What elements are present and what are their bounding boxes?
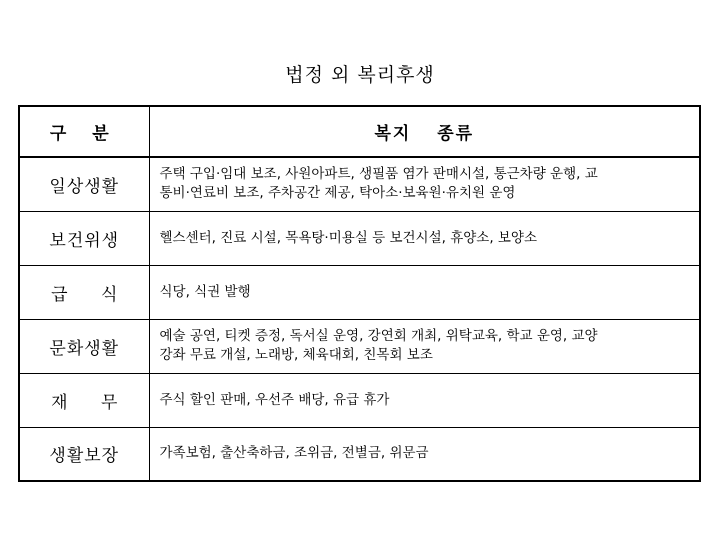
content-cell [149, 211, 700, 265]
welfare-table [18, 105, 701, 482]
content-line: 강좌 무료 개설, 노래방, 체육대회, 친목회 보조 [159, 347, 433, 363]
table-row [19, 211, 700, 265]
category-cell: 보건위생 [19, 211, 149, 265]
content-cell [149, 319, 700, 373]
content-line: 통비·연료비 보조, 주차공간 제공, 탁아소·보육원·유치원 운영 [159, 185, 516, 202]
header-category-label: 구 분 [49, 124, 119, 144]
table-row [19, 319, 700, 373]
content-line: 헬스센터, 진료 시설, 목욕탕·미용실 등 보건시설, 휴양소, 보양소 [159, 229, 538, 246]
content-line: 가족보험, 출산축하금, 조위금, 전별금, 위문금 [159, 445, 429, 462]
content-cell [149, 427, 700, 481]
table-row [19, 157, 700, 211]
header-content-label: 복지 종류 [374, 124, 475, 144]
content-line: 예술 공연, 티켓 증정, 독서실 운영, 강연회 개최, 위탁교육, 학교 운영, 교양 [159, 328, 598, 344]
category-cell: 급 식 [19, 265, 149, 319]
content-line: 주택 구입·임대 보조, 사원아파트, 생필품 염가 판매시설, 통근차량 운행, 교 [159, 166, 598, 183]
category-cell: 일상생활 [19, 157, 149, 211]
header-content [149, 106, 700, 157]
content-cell [149, 157, 700, 211]
content-line: 식당, 식권 발행 [159, 283, 251, 300]
category-cell: 재 무 [19, 373, 149, 427]
table-row [19, 427, 700, 481]
table-row [19, 373, 700, 427]
table-row [19, 265, 700, 319]
content-line: 주식 할인 판매, 우선주 배당, 유급 휴가 [159, 391, 390, 408]
content-cell [149, 265, 700, 319]
header-row [19, 106, 700, 157]
content-cell [149, 373, 700, 427]
page-title: 법정 외 복리후생 [285, 64, 435, 86]
category-cell: 생활보장 [19, 427, 149, 481]
category-cell: 문화생활 [19, 319, 149, 373]
header-category [19, 106, 149, 157]
